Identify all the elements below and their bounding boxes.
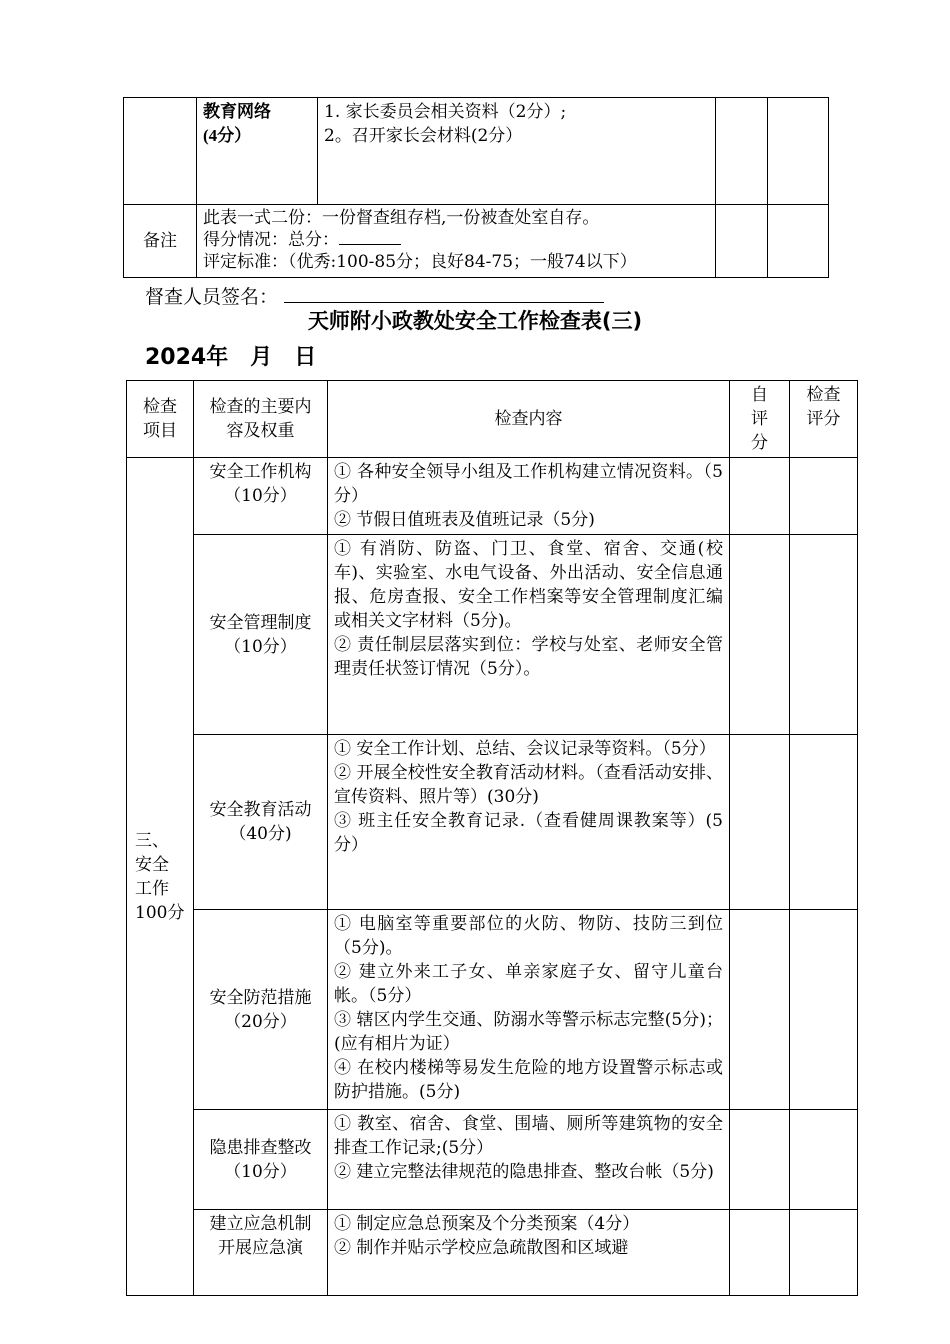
self-score-cell xyxy=(730,1210,790,1296)
remark-cell xyxy=(197,205,716,278)
score-blank xyxy=(339,230,401,245)
table-row xyxy=(124,98,829,205)
signature-label: 督查人员签名： xyxy=(145,286,279,308)
content-line: 1. 家长委员会相关资料（2分）; xyxy=(324,102,567,122)
item-cell: 安全教育活动（40分) xyxy=(194,735,328,910)
table-row xyxy=(127,1110,858,1210)
signature-blank xyxy=(284,288,604,303)
table-row xyxy=(124,205,829,278)
page-title: 天师附小政教处安全工作检查表(三) xyxy=(307,309,643,333)
item-label: 教育网络 xyxy=(203,102,271,121)
check-score-cell xyxy=(790,910,858,1110)
table-row xyxy=(127,535,858,735)
content-cell: ① 教室、宿舍、食堂、围墙、厕所等建筑物的安全排查工作记录;(5分） ② 建立完整法律规范的隐患排查、整改台帐（5分) xyxy=(328,1110,730,1210)
content-cell xyxy=(318,98,716,205)
check-score-cell xyxy=(790,1110,858,1210)
table-row xyxy=(127,735,858,910)
header-cell: 检查评分 xyxy=(790,381,858,458)
self-score-cell xyxy=(730,735,790,910)
table-row xyxy=(127,458,858,535)
top-table xyxy=(123,97,829,278)
item-cell: 安全防范措施（20分） xyxy=(194,910,328,1110)
content-cell: ① 安全工作计划、总结、会议记录等资料。（5分） ② 开展全校性安全教育活动材料。（查看活动安排、宣传资料、照片等）(30分) ③ 班主任安全教育记录.（查看健周课教案等）(5分） xyxy=(328,735,730,910)
header-cell: 检查内容 xyxy=(328,381,730,458)
remark-line: 此表一式二份：一份督查组存档,一份被查处室自存。 xyxy=(203,208,600,228)
check-score-cell xyxy=(790,735,858,910)
content-cell: ① 电脑室等重要部位的火防、物防、技防三到位（5分)。 ② 建立外来工子女、单亲家庭子女、留守儿童台帐。（5分） ③ 辖区内学生交通、防溺水等警示标志完整(5分)；(应有相片为证） ④ 在校内楼梯等易发生危险的地方设置警示标志或防护措施。(5分) xyxy=(328,910,730,1110)
content-cell: ① 有消防、防盗、门卫、食堂、宿舍、交通(校车)、实验室、水电气设备、外出活动、安全信息通报、危房查报、安全工作档案等安全管理制度汇编或相关文字材料（5分)。 ② 责任制层层落实到位：学校与处室、老师安全管理责任状签订情况（5分）。 xyxy=(328,535,730,735)
check-score-cell xyxy=(790,535,858,735)
content-line: 2。召开家长会材料(2分） xyxy=(324,126,523,146)
content-cell: ① 各种安全领导小组及工作机构建立情况资料。（5分） ② 节假日值班表及值班记录（5分) xyxy=(328,458,730,535)
self-score-cell xyxy=(730,1110,790,1210)
table-row xyxy=(127,910,858,1110)
check-score-cell xyxy=(790,1210,858,1296)
item-cell: 安全工作机构（10分） xyxy=(194,458,328,535)
remark-line: 得分情况：总分： xyxy=(203,229,709,251)
inspection-table xyxy=(126,380,858,1296)
header-cell: 检查的主要内容及权重 xyxy=(194,381,328,458)
self-score-cell xyxy=(730,458,790,535)
item-weight: (4分） xyxy=(203,126,252,145)
self-score-cell xyxy=(730,910,790,1110)
header-cell: 检查项目 xyxy=(127,381,194,458)
date-line: 2024年 月 日 xyxy=(145,345,317,370)
check-score-cell xyxy=(790,458,858,535)
remark-label: 备注 xyxy=(124,205,197,278)
header-row xyxy=(127,381,858,458)
remark-line: 评定标准：（优秀:100-85分；良好84-75；一般74以下） xyxy=(203,252,637,272)
self-score-cell xyxy=(730,535,790,735)
content-cell: ① 制定应急总预案及个分类预案（4分） ② 制作并贴示学校应急疏散图和区域避 xyxy=(328,1210,730,1296)
item-cell: 安全管理制度（10分） xyxy=(194,535,328,735)
item-cell xyxy=(197,98,318,205)
table-row xyxy=(127,1210,858,1296)
item-cell: 建立应急机制开展应急演 xyxy=(194,1210,328,1296)
header-cell: 自评分 xyxy=(730,381,790,458)
item-cell: 隐患排查整改（10分） xyxy=(194,1110,328,1210)
category-cell: 三、安全工作100分 xyxy=(127,458,194,1296)
